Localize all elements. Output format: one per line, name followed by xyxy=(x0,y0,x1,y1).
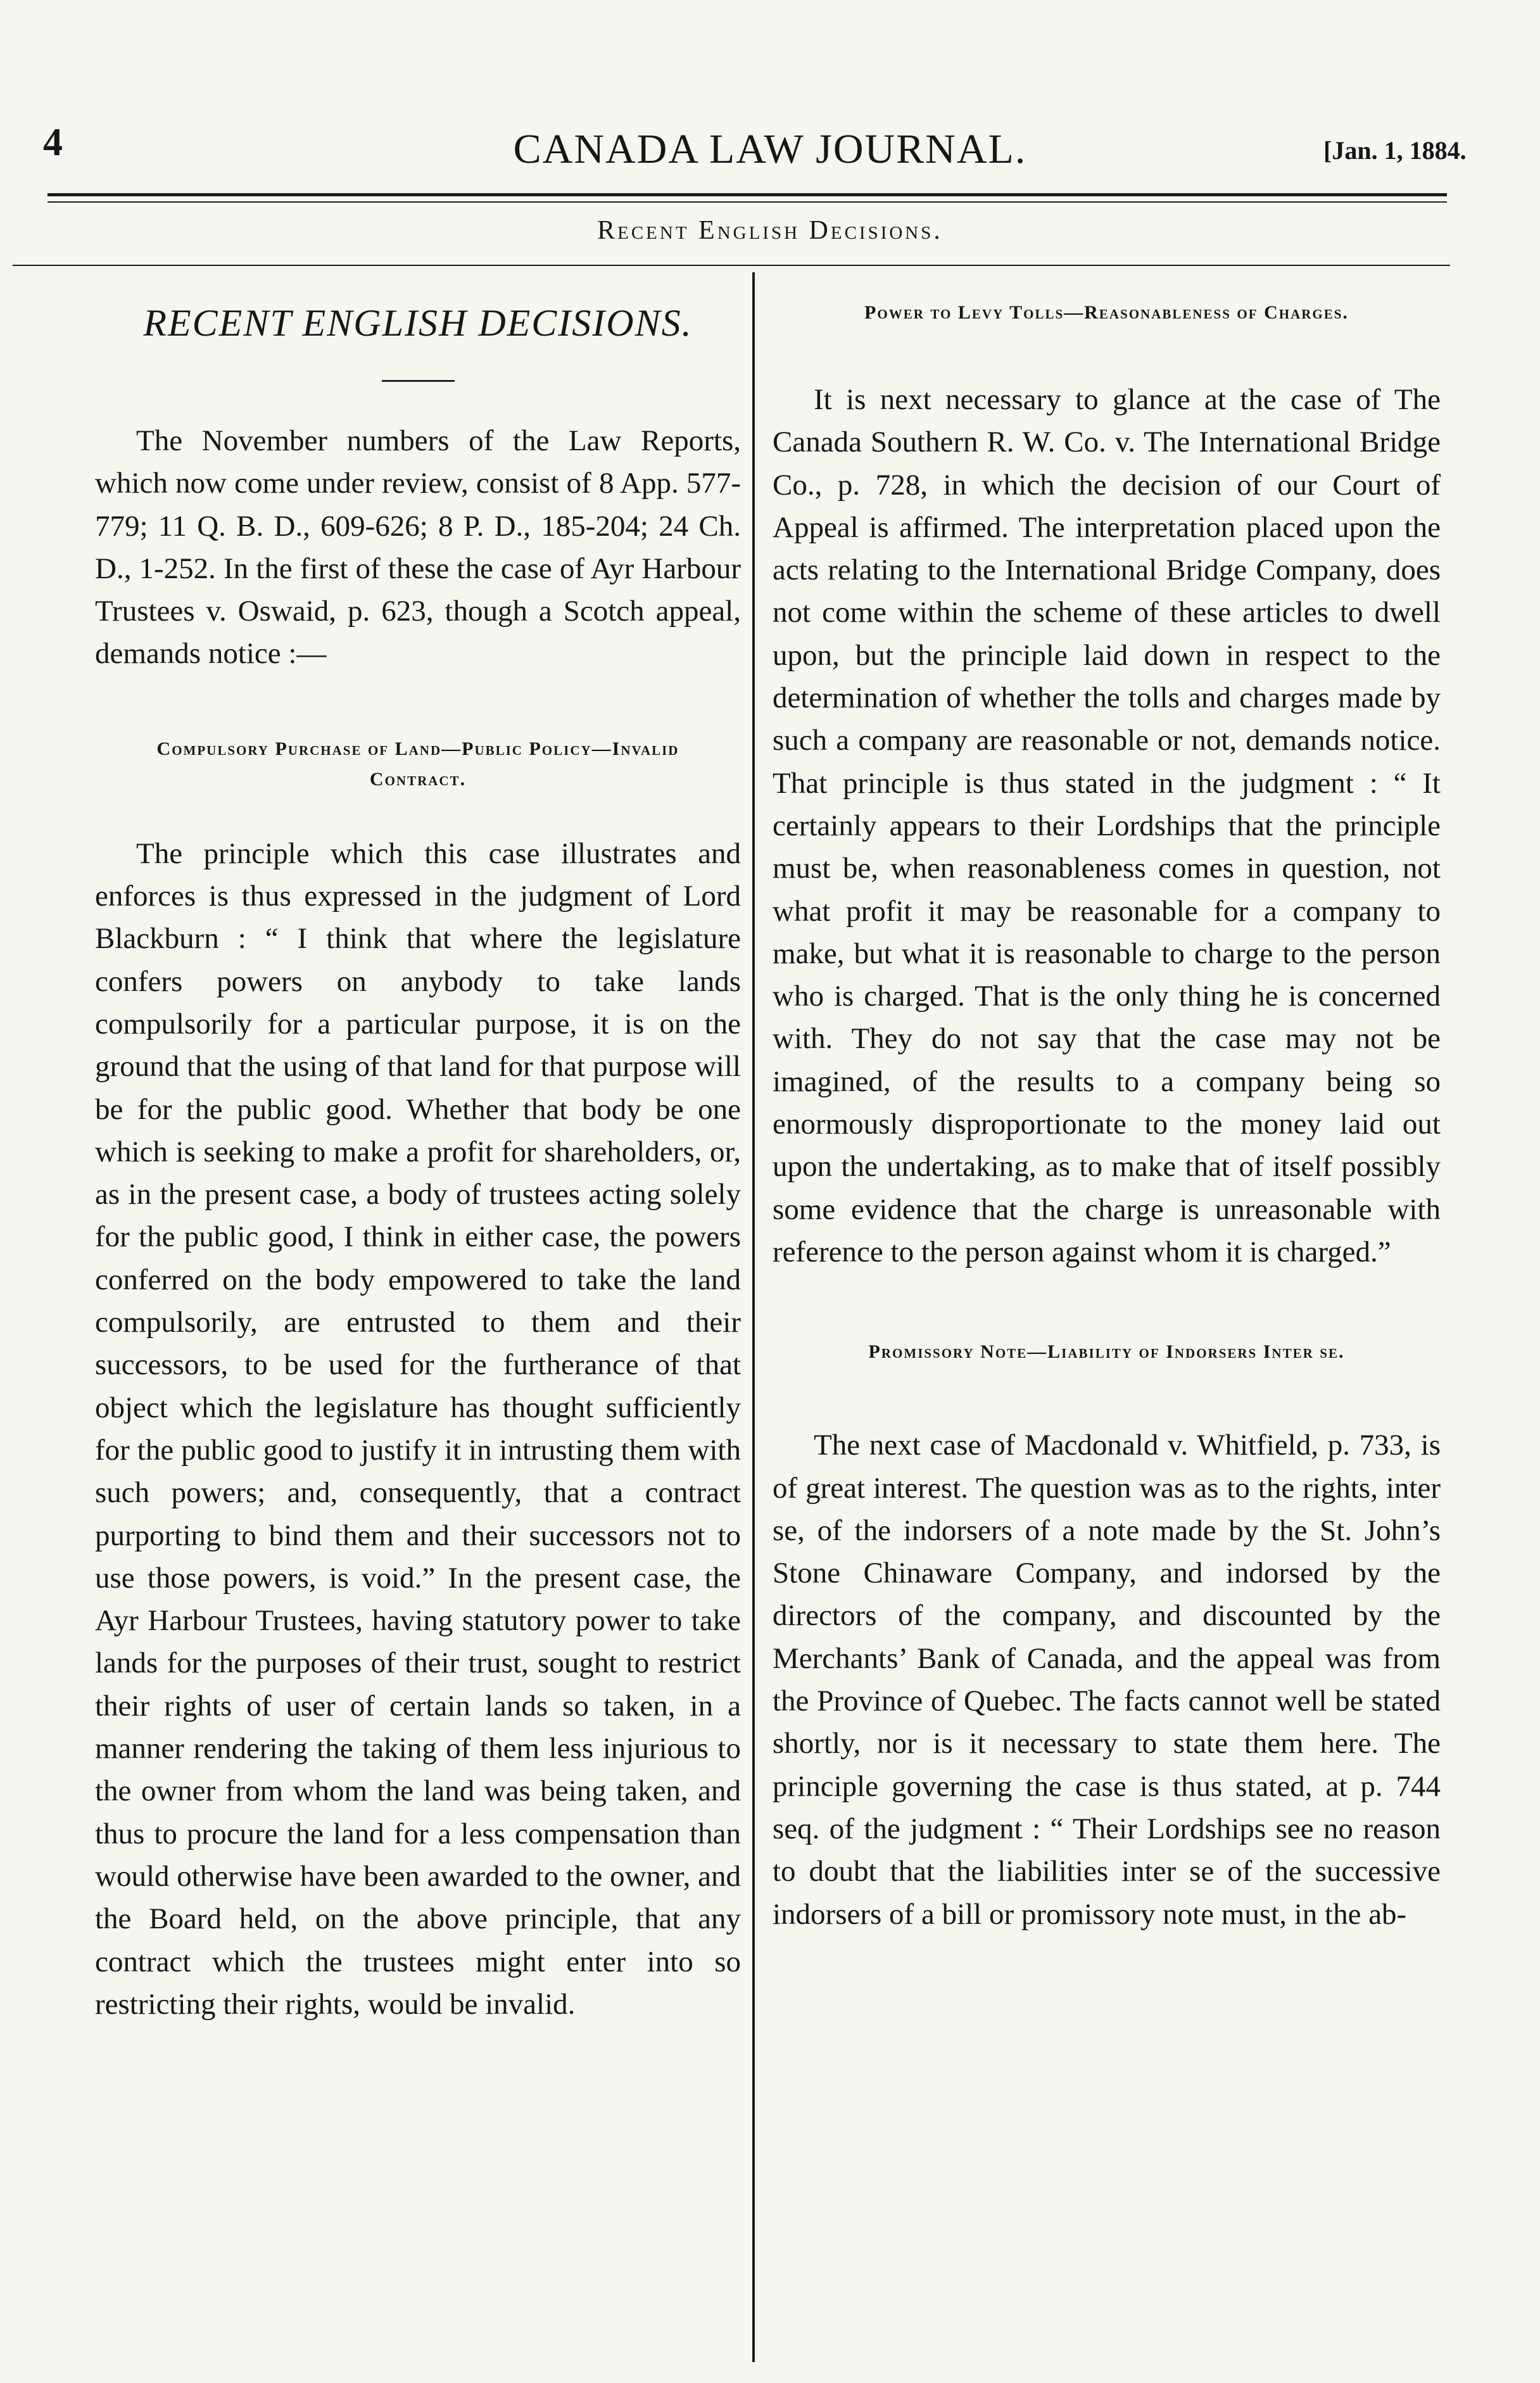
case-heading-tolls: Power to Levy Tolls—Reasonableness of Charges. xyxy=(864,302,1349,323)
column-divider xyxy=(752,272,755,2362)
case-heading-promissory-note: Promissory Note—Liability of Indorsers Inter se. xyxy=(868,1341,1345,1363)
promissory-paragraph: The next case of Macdonald v. Whitfield, p. 733, is of great interest. The question was as to the rights, inter se, of the indorsers of a note made by the St. John’s Stone Chinaware Company, and indorsed by the directors of the company, and discounted by the Merchants’ Bank of Canada, and the appeal was from the Province of Quebec. The facts cannot well be stated shortly, nor is it necessary to state them here. The principle governing the case is thus stated, at p. 744 seq. of the judgment : “ Their Lordships see no reason to doubt that the liabilities inter se of the successive indorsers of a bill or promissory note must, in the ab- xyxy=(773,1429,1441,1931)
journal-title: CANADA LAW JOURNAL. xyxy=(513,126,1027,172)
case-heading-compulsory-purchase: Compulsory Purchase of Land—Public Policy—Invalid Contract. xyxy=(156,738,679,790)
right-column xyxy=(773,298,1441,1936)
article-title: RECENT ENGLISH DECISIONS. xyxy=(143,302,693,344)
title-rule xyxy=(382,380,455,382)
issue-date: [Jan. 1, 1884. xyxy=(1323,136,1467,165)
running-head-rule xyxy=(13,265,1450,266)
header-rule-thick xyxy=(47,193,1447,196)
tolls-paragraph: It is next necessary to glance at the case of The Canada Southern R. W. Co. v. The International Bridge Co., p. 728, in which the decision of our Court of Appeal is affirmed. The interpretation placed upon the acts relating to the International Bridge Company, does not come within the scheme of these articles to dwell upon, but the principle laid down in respect to the determination of whether the tolls and charges made by such a company are reasonable or not, demands notice. That principle is thus stated in the judgment : “ It certainly appears to their Lordships that the principle must be, when reasonableness comes in question, not what profit it may be reasonable for a company to make, but what it is reasonable to charge to the person who is charged. That is the only thing he is concerned with. They do not say that the case may not be imagined, of the results to a company being so enormously disproportionate to the money laid out upon the undertaking, as to make that of itself possibly some evidence that the charge is unreasonable with reference to the person against whom it is charged.” xyxy=(773,383,1441,1268)
intro-paragraph: The November numbers of the Law Reports, which now come under review, consist of 8 App. 577-779; 11 Q. B. D., 609-626; 8 P. D., 185-204; 24 Ch. D., 1-252. In the first of these the case of Ayr Harbour Trustees v. Oswaid, p. 623, though a Scotch appeal, demands notice :— xyxy=(95,424,741,671)
body-paragraph: The principle which this case illustrates and enforces is thus expressed in the judgment of Lord Blackburn : “ I think that where the legislature confers powers on anybody to take lands compulsorily for a particular purpose, it is on the ground that the using of that land for that purpose will be for the public good. Whether that body be one which is seeking to make a profit for shareholders, or, as in the present case, a body of trustees acting solely for the public good, I think in either case, the powers conferred on the body empowered to take the land compulsorily, are entrusted to them and their successors, to be used for the furtherance of that object which the legislature has thought sufficiently for the public good to justify it in intrusting them with such powers; and, consequently, that a contract purporting to bind them and their successors not to use those powers, is void.” In the present case, the Ayr Harbour Trustees, having statutory power to take lands for the purposes of their trust, sought to restrict their rights of user of certain lands so taken, in a manner rendering the taking of them less injurious to the owner from whom the land was being taken, and thus to procure the land for a less compensation than would otherwise have been awarded to the owner, and the Board held, on the above principle, that any contract which the trustees might enter into so restricting their rights, would be invalid. xyxy=(95,837,742,2021)
left-column xyxy=(95,298,741,2026)
page-number: 4 xyxy=(43,121,63,164)
running-head: Recent English Decisions. xyxy=(597,216,943,245)
header-rule-thin xyxy=(47,201,1447,203)
